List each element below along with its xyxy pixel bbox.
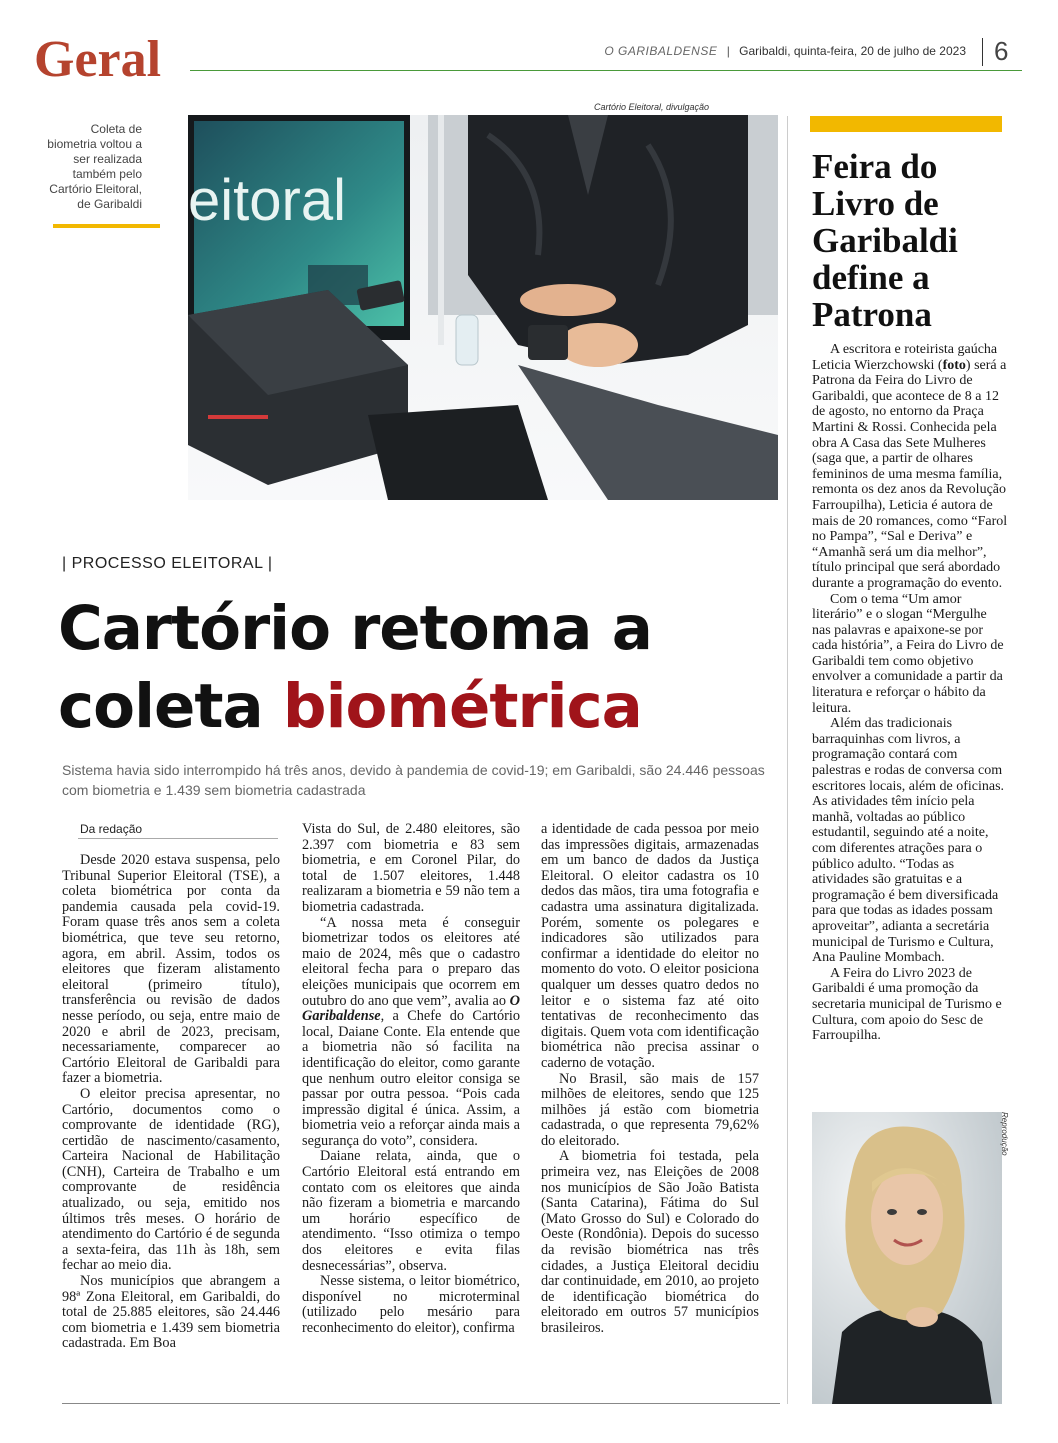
photo-caption: Coleta de biometria voltou a ser realizada também pelo Cartório Eleitoral, de Garibaldi [47, 122, 142, 211]
paragraph: Vista do Sul, de 2.480 eleitores, são 2.397 com biometria e 83 sem biometria, e em Coronel Pilar, do total de 1.507 eleitores, 1.448 realizaram a biometria e 59 não tem a biometria cadastrada. [302, 821, 520, 915]
paragraph: Desde 2020 estava suspensa, pelo Tribunal Superior Eleitoral (TSE), a coleta biométrica por conta da pandemia causada pela covid-19. Foram quase três anos sem a coleta biométrica, que teve seu retorno, agora, em abril. Assim, todos os eleitores que fizeram alistamento eleitoral (primeiro título), transferência ou revisão de dados nesse período, ou seja, entre maio de 2020 e abril de 2023, precisam, necessariamente, comparecer ao Cartório Eleitoral de Garibaldi para fazer a biometria. [62, 852, 280, 1087]
page-number: 6 [994, 36, 1009, 66]
newspaper-brand: O GARIBALDENSE [604, 44, 718, 58]
page-number-divider [982, 38, 983, 66]
paragraph: Com o tema “Um amor literário” e o slogan “Mergulhe nas palavras e apaixone-se por cada história”, a Feira do Livro de Garibaldi tem como objetivo envolver a comunidade a partir da literatura e reforçar o hábito da leitura. [812, 591, 1004, 716]
article-headline [58, 590, 778, 746]
side-photo-credit: Reprodução [1000, 1112, 1009, 1156]
paragraph: No Brasil, são mais de 157 milhões de eleitores, sendo que 125 milhões já estão com biometria cadastrada, o que representa 79,62% do eleitorado. [541, 1070, 759, 1149]
paragraph [812, 342, 1008, 592]
bottom-rule [62, 1403, 780, 1404]
paragraph: A Feira do Livro 2023 de Garibaldi é uma promoção da secretaria municipal de Turismo e Cultura, com apoio do Sesc de Farroupilha. [812, 965, 1002, 1044]
quote-text: “A nossa meta é conseguir biometrizar todos os eleitores até maio de 2024, mês que o cadastro eleitoral fecha para o preparo das eleições municipais que ocorrem em outubro do ano que vem”, avalia ao [302, 914, 520, 1009]
article-photo [188, 115, 778, 500]
text: A escritora e roteirista gaúcha Leticia Wierzchowski ( [812, 342, 998, 373]
side-article-body [812, 342, 1008, 1044]
header-meta [604, 44, 966, 58]
article-subhead: Sistema havia sido interrompido há três anos, devido à pandemia de covid-19; em Garibaldi, são 24.446 pessoas com biometria e 1.439 sem biometria cadastrada [62, 762, 765, 798]
screen-text: eitoral [188, 168, 346, 233]
side-accent-bar [810, 116, 1002, 132]
article-column-1 [62, 853, 280, 1352]
side-headline: Feira do Livro de Garibaldi define a Patrona [812, 147, 958, 334]
headline-line-1: Cartório retoma a [58, 593, 652, 664]
quote-paragraph [302, 916, 520, 1150]
patrona-photo [812, 1112, 1002, 1404]
paragraph: Nos municípios que abrangem a 98ª Zona Eleitoral, em Garibaldi, do total de 25.885 eleitores, são 24.446 com biometria e 1.439 sem biometria cadastrada. Em Boa [62, 1273, 280, 1352]
section-title: Geral [34, 31, 162, 88]
caption-accent-bar [53, 224, 160, 228]
paragraph: A biometria foi testada, pela primeira vez, nas Eleições de 2008 nos municípios de São João Batista (Santa Catarina), Fátima do Sul (Mato Grosso do Sul) e Colorado do Oeste (Rondônia). Depois do sucesso da revisão biométrica nas três cidades, a Justiça Eleitoral decidiu dar continuidade, em 2010, ao projeto de identificação biométrica do eleitorado em outros 57 municípios brasileiros. [541, 1148, 759, 1336]
headline-line-2: coleta [58, 671, 283, 742]
article-column-2 [302, 822, 520, 1337]
byline-rule [78, 838, 278, 839]
paragraph: O eleitor precisa apresentar, no Cartório, documentos como o comprovante de identidade (RG), certidão de nascimento/casamento, Carteira Nacional de Habilitação (CNH), Carteira de Trabalho e um comprovante de residência atualizado, ou seja, emitido nos últimos três meses. O horário de atendimento do Cartório é de segunda a sexta-feira, das 11h às 18h, sem fechar ao meio dia. [62, 1085, 280, 1274]
quote-text-continued: , a Chefe do Cartório local, Daiane Conte. Ela entende que a biometria não só facilita na identificação do eleitor, como garante que nenhum outro eleitor consiga se passar por outra pessoa. “Pois cada impressão digital é única. Assim, a biometria veio a reforçar ainda mais a segurança do voto”, considera. [302, 1008, 520, 1149]
header-rule [190, 70, 1022, 71]
paragraph: Daiane relata, ainda, que o Cartório Eleitoral está entrando em contato com os eleitores que ainda não fizeram a biometria e marcando um horário específico de atendimento. “Isso otimiza o tempo dos eleitores e evita filas desnecessárias”, observa. [302, 1148, 520, 1274]
article-column-3 [541, 822, 759, 1337]
biometric-collection-illustration [188, 115, 778, 500]
dateline: Garibaldi, quinta-feira, 20 de julho de 2023 [739, 44, 966, 58]
article-kicker: | PROCESSO ELEITORAL | [62, 555, 273, 572]
headline-highlight: biométrica [282, 671, 642, 742]
foto-ref: foto [942, 357, 966, 373]
paragraph: a identidade de cada pessoa por meio das impressões digitais, armazenadas em um banco de dados da Justiça Eleitoral. O eleitor cadastra os 10 dedos das mãos, tira uma fotografia e cadastra uma assinatura digitalizada. Porém, somente os polegares e indicadores são utilizados para confirmar a identidade do eleitor no momento do voto. O eleitor posiciona qualquer um desses quatro dedos no leitor e o sistema faz até oito tentativas de reconhecimento das digitais. Quem vota com identificação biométrica não precisa assinar o caderno de votação. [541, 821, 759, 1071]
photo-credit: Cartório Eleitoral, divulgação [594, 102, 710, 112]
header-separator: | [726, 44, 730, 58]
article-byline: Da redação [80, 822, 143, 836]
paragraph: Além das tradicionais barraquinhas com livros, a programação contará com palestras e rodas de conversa com escritores locais, além de oficinas. As atividades têm início pela manhã, voltadas ao público estudantil, seguindo até a noite, com diferentes atrações para o público adulto. “Todas as atividades são gratuitas e a programação é bem diversificada para que todas as idades possam aproveitar”, adianta a secretária municipal de Turismo e Cultura, Ana Pauline Mombach. [812, 716, 1005, 966]
text: ) será a Patrona da Feira do Livro de Garibaldi, que acontece de 8 a 12 de agosto, no entorno da Praça Martini & Rossi. Conhecida pela obra A Casa das Sete Mulheres (saga que, a partir de olhares femininos de uma mesma família, remonta os dez anos da Revolução Farroupilha), Leticia é autora de mais de 20 romances, como “Farol no Pampa”, “Sal e Deriva” e “Amanhã será um dia melhor”, título principal que será abordado durante a programação do evento. [812, 357, 1008, 591]
portrait-illustration [812, 1112, 1002, 1404]
column-divider [787, 116, 788, 1404]
newspaper-name: O Garibaldense [302, 992, 520, 1025]
paragraph: Nesse sistema, o leitor biométrico, disponível no microterminal (utilizado pelo mesário para reconhecimento do eleitor), confirma [302, 1273, 520, 1336]
